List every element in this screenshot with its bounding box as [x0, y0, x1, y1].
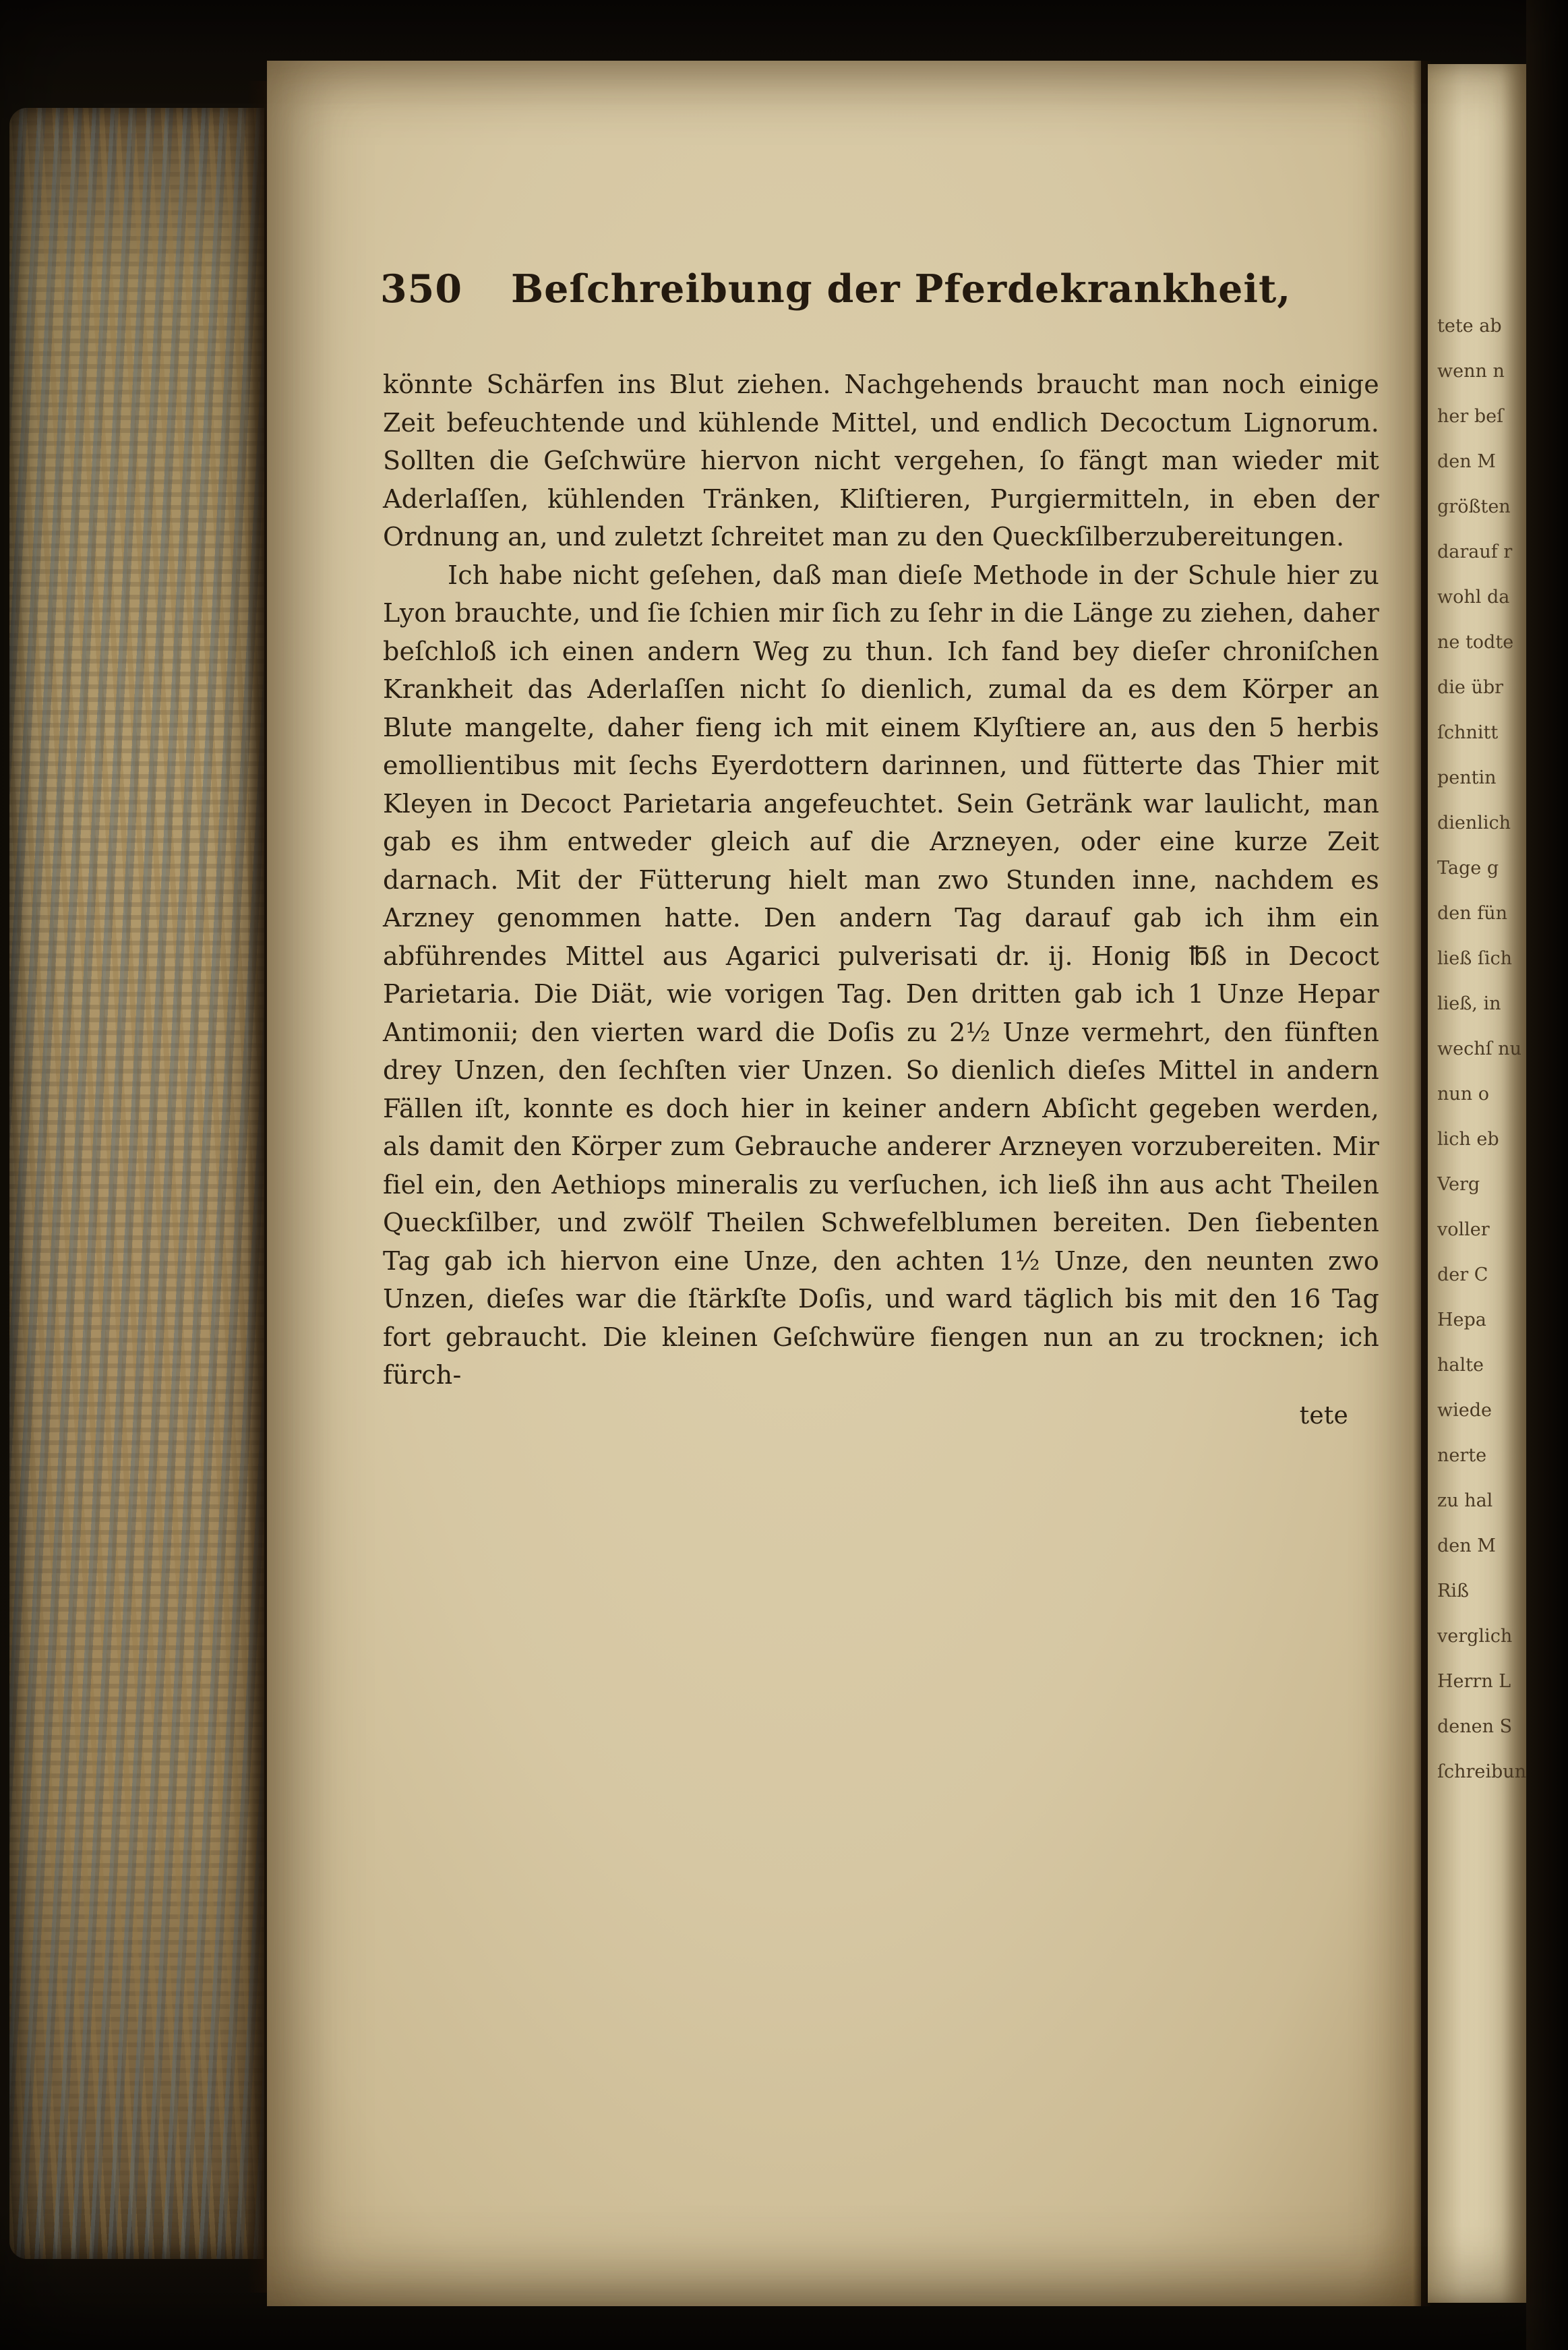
- catchword: tete: [1299, 1401, 1348, 1430]
- text-fragment: den M: [1437, 1535, 1496, 1556]
- text-fragment: nerte: [1437, 1445, 1487, 1466]
- text-fragment: Hepa: [1437, 1310, 1486, 1330]
- text-fragment: ne todte: [1437, 632, 1514, 653]
- text-fragment: ſchnitt: [1437, 722, 1499, 743]
- paragraph-2: Ich habe nicht geſehen, daß man dieſe Methode in der Schule hier zu Lyon brauchte, und ſie ſchien mir ſich zu ſehr in die Länge zu ziehen, daher beſchloß ich einen andern Weg zu thun. Ich fand bey dieſer chroniſchen Krankheit das Aderlaſſen nicht ſo dienlich, zumal da es dem Körper an Blute mangelte, daher fieng ich mit einem Klyſtiere an, aus den 5 herbis emollientibus mit ſechs Eyerdottern darinnen, und fütterte das Thier mit Kleyen in Decoct Parietaria angefeuchtet. Sein Getränk war laulicht, man gab es ihm entweder gleich auf die Arzneyen, oder eine kurze Zeit darnach. Mit der Fütterung hielt man zwo Stunden inne, nachdem es Arzney genommen hatte. Den andern Tag darauf gab ich ihm ein abführendes Mittel aus Agarici pulverisati dr. ij. Honig ℔ß in Decoct Parietaria. Die Diät, wie vorigen Tag. Den dritten gab ich 1 Unze Hepar Antimonii; den vierten ward die Doſis zu 2½ Unze vermehrt, den fünften drey Unzen, den ſechſten vier Unzen. So dienlich dieſes Mittel in andern Fällen iſt, konnte es doch hier in keiner andern Abſicht gegeben werden, als damit den Körper zum Gebrauche anderer Arzneyen vorzubereiten. Mir fiel ein, den Aethiops mineralis zu verſuchen, ich ließ ihn aus acht Theilen Queckſilber, und zwölf Theilen Schwefelblumen bereiten. Den ſiebenten Tag gab ich hiervon eine Unze, den achten 1½ Unze, den neunten zwo Unzen, dieſes war die ſtärkſte Doſis, und ward täglich bis mit den 16 Tag fort gebraucht. Die kleinen Geſchwüre fiengen nun an zu trocknen; ich fürch-: [383, 560, 1379, 1390]
- text-fragment: der C: [1437, 1264, 1488, 1285]
- text-fragment: größten: [1437, 496, 1511, 517]
- text-fragment: tete ab: [1437, 316, 1502, 336]
- text-fragment: Verg: [1437, 1174, 1480, 1195]
- text-fragment: wohl da: [1437, 587, 1510, 608]
- page-number: 350: [380, 266, 462, 312]
- page-header: [380, 266, 1347, 312]
- text-fragment: wiede: [1437, 1400, 1492, 1421]
- paragraph-1: könnte Schärfen ins Blut ziehen. Nachgehends braucht man noch einige Zeit befeuchtende und kühlende Mittel, und endlich Decoctum Lignorum. Sollten die Geſchwüre hiervon nicht vergehen, ſo fängt man wieder mit Aderlaſſen, kühlenden Tränken, Kliſtieren, Purgiermitteln, in eben der Ordnung an, und zuletzt ſchreitet man zu den Queckſilberzubereitungen.: [383, 370, 1379, 552]
- text-fragment: ließ ſich: [1437, 948, 1513, 969]
- text-fragment: wenn n: [1437, 361, 1505, 382]
- text-fragment: halte: [1437, 1355, 1484, 1376]
- adjacent-page-edge: [1428, 64, 1526, 2303]
- adjacent-page-text-fragments: [1437, 303, 1526, 1794]
- text-fragment: verglich: [1437, 1626, 1513, 1647]
- text-fragment: den M: [1437, 451, 1496, 472]
- text-fragment: ſchreibun: [1437, 1761, 1526, 1782]
- text-fragment: Tage g: [1437, 858, 1499, 879]
- body-text: [383, 365, 1379, 1435]
- text-fragment: den fün: [1437, 903, 1508, 924]
- text-fragment: Herrn L: [1437, 1671, 1511, 1692]
- text-fragment: Riß: [1437, 1581, 1469, 1602]
- text-fragment: her beſ: [1437, 406, 1504, 427]
- text-fragment: voller: [1437, 1219, 1490, 1240]
- text-fragment: nun o: [1437, 1084, 1490, 1105]
- text-fragment: die übr: [1437, 677, 1504, 698]
- running-title: Beſchreibung der Pferdekrankheit,: [510, 266, 1292, 312]
- text-fragment: lich eb: [1437, 1129, 1499, 1150]
- book-page: [267, 61, 1421, 2306]
- text-fragment: wechſ nu: [1437, 1038, 1521, 1059]
- text-fragment: pentin: [1437, 767, 1497, 788]
- text-fragment: ließ, in: [1437, 993, 1501, 1014]
- text-fragment: zu hal: [1437, 1490, 1493, 1511]
- text-fragment: dienlich: [1437, 813, 1511, 833]
- text-fragment: denen S: [1437, 1716, 1513, 1737]
- text-fragment: darauf r: [1437, 541, 1513, 562]
- book-fore-edge: [9, 108, 264, 2259]
- photo-background-right: [1526, 0, 1568, 2350]
